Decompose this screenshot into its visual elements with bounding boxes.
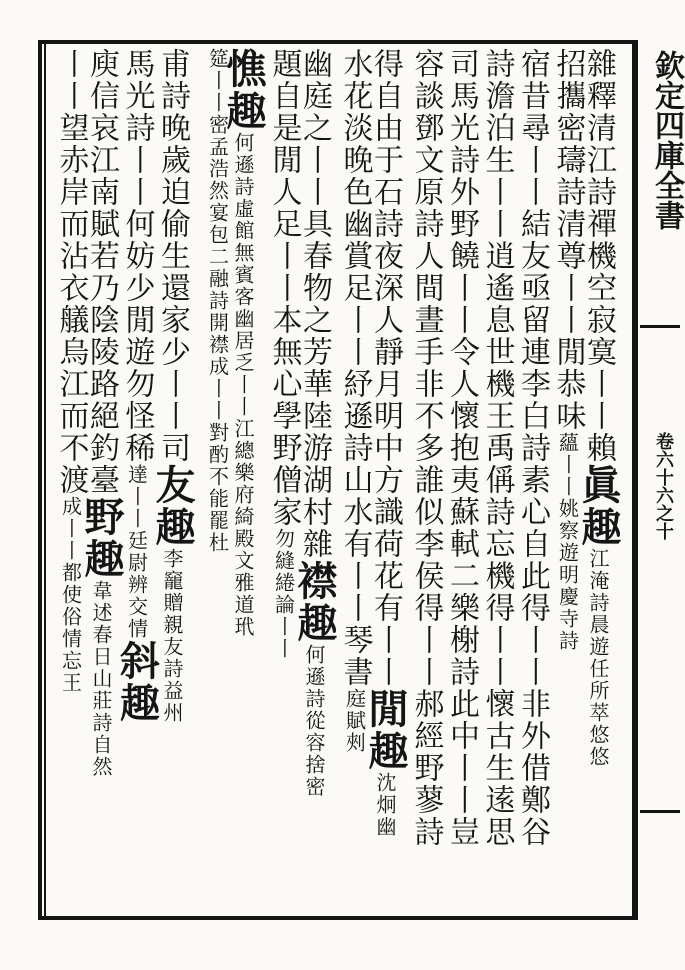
annotation-text: 何遜詩從容捨密 [302, 644, 326, 798]
body-text: 庾信哀江南賦若乃陰陵路絕釣臺 [84, 48, 119, 496]
page-margin [640, 40, 685, 920]
annotation-text: 沈炯幽 [373, 772, 397, 838]
annotation-text: 江淹詩晨遊任所萃悠悠 [586, 548, 610, 768]
text-column [479, 48, 515, 912]
text-column [113, 48, 161, 912]
text-column [445, 48, 477, 912]
text-column [266, 48, 302, 912]
margin-divider [640, 325, 680, 328]
text-column [337, 48, 373, 912]
text-column [196, 48, 228, 912]
text-column [550, 48, 586, 912]
heading-term: 斜趣 [113, 640, 161, 724]
book-title: 欽定四庫全書 [649, 50, 684, 230]
body-text: 丨丨望赤岸而沾衣艤烏江而不渡 [53, 48, 89, 496]
text-column [575, 48, 622, 912]
text-column [291, 48, 338, 912]
annotation-text: 達丨丨廷尉辨交情 [124, 464, 149, 640]
heading-term: 友趣 [149, 464, 196, 548]
annotation-text: 李竉贈親友詩益州 [160, 548, 184, 724]
text-column [220, 48, 267, 912]
heading-term: 憔趣 [220, 48, 267, 132]
margin-divider [640, 810, 680, 813]
body-text: 招攜密璹詩清尊丨丨閒恭味 [550, 48, 586, 432]
text-column [149, 48, 196, 912]
text-column [53, 48, 89, 912]
body-text: 題自是閒人足丨丨本無心學野僧家 [266, 48, 302, 528]
volume-label: 卷六十六之十 [653, 432, 674, 540]
body-text: 司馬光詩外野饒丨丨令人懷抱夷蘇軾二樂榭詩此中丨丨豈 [444, 48, 479, 848]
annotation-text: 勿縫綣論丨丨 [271, 528, 296, 660]
body-text: 雜釋清江詩禪機空寂寞丨丨賴 [581, 48, 616, 464]
heading-term: 襟趣 [291, 560, 338, 644]
body-text: 馬光詩丨丨何妨少閒遊勿怪稀 [119, 48, 155, 464]
body-text: 得自由于石詩夜深人靜月明中方識荷花有丨丨 [368, 48, 403, 688]
annotation-text: 庭賦㓨 [342, 688, 367, 754]
annotation-text: 蘊丨丨姚察遊明慶寺詩 [555, 432, 580, 652]
frame-inner-line [632, 44, 634, 916]
body-text: 水花淡晚色幽賞足丨丨紓遜詩山水有丨丨琴書 [337, 48, 373, 688]
frame-inner-line [44, 44, 46, 916]
text-column [516, 48, 548, 912]
text-column [408, 48, 444, 912]
text-column [362, 48, 409, 912]
heading-term: 野趣 [78, 496, 125, 580]
annotation-text: 韋述春日山莊詩自然 [89, 580, 113, 778]
body-text: 宿昔尋丨丨結友亟留連李白詩素心自此得丨丨非外借鄭谷 [515, 48, 550, 848]
body-text: 幽庭之丨丨具春物之芳華陸游湖村雜 [297, 48, 332, 560]
text-column [78, 48, 125, 912]
body-text: 甫詩晚歲迫偷生還家少丨丨司 [155, 48, 190, 464]
annotation-text: 何遜詩虛館無賓客幽居乏丨丨江總樂府綺殿文雅道玳 [231, 132, 255, 638]
annotation-text: 成丨丨都使俗情忘王 [58, 496, 83, 694]
heading-term: 眞趣 [575, 464, 622, 548]
body-text: 容談鄧文原詩人間晝手非不多誰似李侯得丨丨郝經野蓼詩 [408, 48, 444, 848]
body-text: 詩澹泊生丨丨逍遙息世機王禹偁詩忘機得丨丨懷古生逺思 [479, 48, 515, 848]
heading-term: 閒趣 [362, 688, 409, 772]
annotation-text: 筵丨丨密孟浩然宴包二融詩開襟成丨丨對酌不能罷杜 [205, 48, 230, 554]
